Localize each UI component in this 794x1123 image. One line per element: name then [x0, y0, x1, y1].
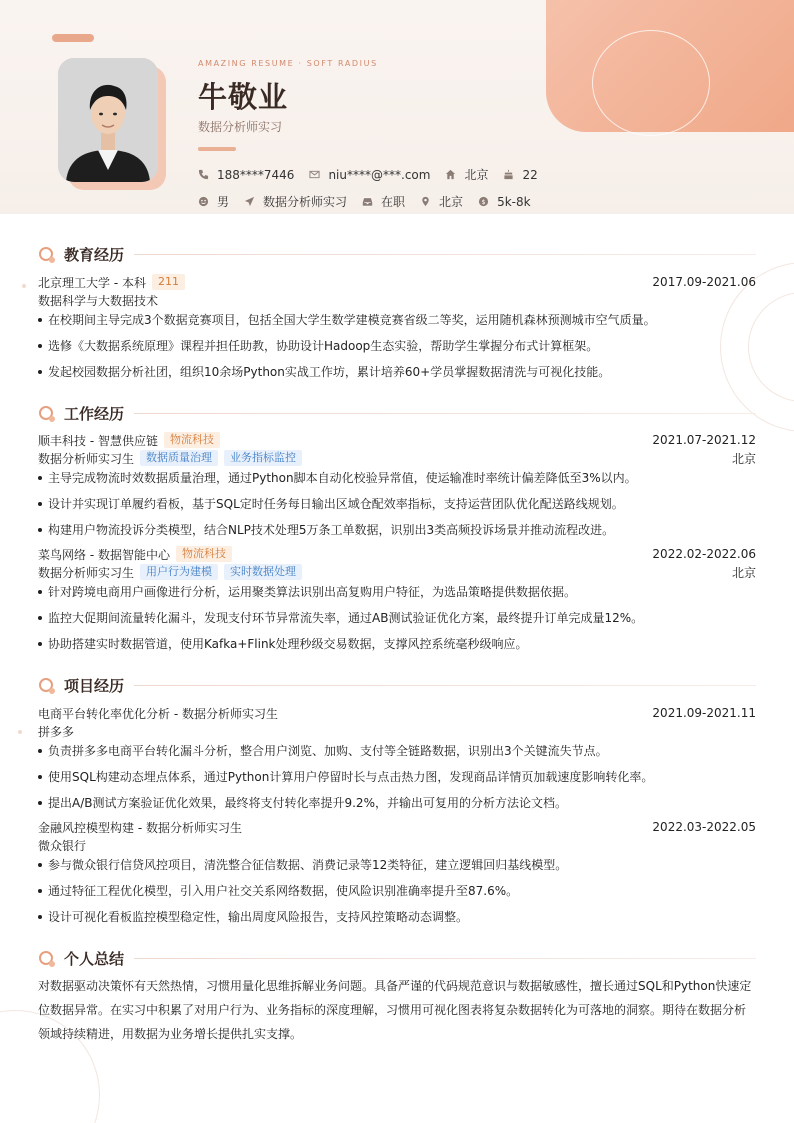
- position-name: 数据分析师实习生: [38, 451, 135, 466]
- accent-bar: [52, 34, 94, 42]
- skill-tag: 实时数据处理: [224, 564, 302, 580]
- school-name: 北京理工大学 - 本科: [38, 275, 146, 290]
- company-name: 菜鸟网络 - 数据智能中心: [38, 547, 170, 562]
- summary-text: 对数据驱动决策怀有天然热情，习惯用量化思维拆解业务问题。具备严谨的代码规范意识与数据敏感性，擅长通过SQL和Python快速定位数据异常。在实习中积累了对用户行为、业务指标的深度理解，习惯用可视化图表将复杂数据转化为可落地的洞察。期待在数据分析领域持续精进，用数据为业务增长提供扎实支撑。: [38, 979, 752, 1041]
- section-header-education: [38, 244, 756, 265]
- work-position-row: [38, 449, 756, 467]
- work-position-row: [38, 563, 756, 581]
- decorative-dot: [18, 730, 22, 734]
- mail-icon: [309, 169, 320, 180]
- project-title-row: [38, 704, 756, 722]
- project-org: 微众银行: [38, 838, 87, 853]
- svg-text:$: $: [481, 197, 486, 206]
- work-date: 2022.02-2022.06: [652, 547, 756, 561]
- section-divider: [134, 958, 756, 959]
- search-icon: [38, 950, 56, 968]
- contact-phone[interactable]: [198, 168, 294, 182]
- project-org: 拼多多: [38, 724, 75, 739]
- city-text: 北京: [464, 168, 489, 182]
- skill-tag: 业务指标监控: [224, 450, 302, 466]
- work-city: 北京: [731, 565, 756, 580]
- detail-salary: [478, 195, 531, 209]
- list-item: 使用SQL构建动态埋点体系，通过Python计算用户停留时长与点击热力图，发现商品详情页加载速度影响转化率。: [38, 769, 756, 785]
- project-org-row: [38, 836, 756, 854]
- role-underline: [198, 147, 236, 151]
- candidate-role: 数据分析师实习: [198, 120, 283, 134]
- detail-target-role: [244, 193, 347, 210]
- email-text: niu****@***.com: [328, 167, 431, 182]
- work-city: 北京: [731, 451, 756, 466]
- detail-row: [198, 193, 546, 210]
- detail-location: [420, 193, 463, 210]
- target-role-text: 数据分析师实习: [263, 195, 348, 209]
- home-icon: [445, 169, 456, 180]
- cake-icon: [503, 169, 514, 180]
- send-icon: [244, 196, 255, 207]
- gender-text: 男: [217, 195, 230, 209]
- school-tag: 211: [152, 274, 185, 290]
- list-item: 选修《大数据系统原理》课程并担任助教，协助设计Hadoop生态实验，帮助学生掌握分布式计算框架。: [38, 338, 756, 354]
- decorative-dot: [22, 284, 26, 288]
- section-divider: [134, 413, 756, 414]
- list-item: 参与微众银行信贷风控项目，清洗整合征信数据、消费记录等12类特征，建立逻辑回归基线模型。: [38, 857, 756, 873]
- section-header-work: [38, 403, 756, 424]
- location-icon: [420, 196, 431, 207]
- skill-tag: 数据质量治理: [140, 450, 218, 466]
- contact-row: [198, 166, 553, 183]
- section-title: 教育经历: [64, 246, 125, 264]
- avatar: [58, 58, 158, 182]
- list-item: 构建用户物流投诉分类模型，结合NLP技术处理5万条工单数据，识别出3类高频投诉场景并推动流程改进。: [38, 522, 756, 538]
- location-text: 北京: [439, 195, 464, 209]
- list-item: 设计可视化看板监控模型稳定性，输出周度风险报告，支持风控策略动态调整。: [38, 909, 756, 925]
- list-item: 发起校园数据分析社团，组织10余场Python实战工作坊，累计培养60+学员掌握数据清洗与可视化技能。: [38, 364, 756, 380]
- money-icon: [478, 196, 489, 207]
- resume-header: [0, 0, 794, 214]
- industry-tag: 物流科技: [164, 432, 220, 448]
- project-org-row: [38, 722, 756, 740]
- search-icon: [38, 246, 56, 264]
- contact-age: [503, 168, 537, 182]
- section-header-project: [38, 675, 756, 696]
- section-divider: [134, 685, 756, 686]
- salary-text: 5k-8k: [497, 194, 531, 209]
- major-name: 数据科学与大数据技术: [38, 293, 159, 308]
- candidate-name: 牛敬业: [198, 80, 289, 114]
- detail-gender: [198, 193, 229, 210]
- section-divider: [134, 254, 756, 255]
- list-item: 负责拼多多电商平台转化漏斗分析，整合用户浏览、加购、支付等全链路数据，识别出3个关键流失节点。: [38, 743, 756, 759]
- search-icon: [38, 405, 56, 423]
- section-title: 工作经历: [64, 405, 125, 423]
- skill-tag: 用户行为建模: [140, 564, 218, 580]
- company-name: 顺丰科技 - 智慧供应链: [38, 433, 158, 448]
- work-company-row: [38, 431, 756, 449]
- industry-tag: 物流科技: [176, 546, 232, 562]
- contact-email[interactable]: [309, 168, 430, 182]
- project-date: 2021.09-2021.11: [652, 706, 756, 720]
- age-text: 22: [522, 167, 538, 182]
- position-name: 数据分析师实习生: [38, 565, 135, 580]
- project-date: 2022.03-2022.05: [652, 820, 756, 834]
- project-title-row: [38, 818, 756, 836]
- list-item: 通过特征工程优化模型，引入用户社交关系网络数据，使风险识别准确率提升至87.6%。: [38, 883, 756, 899]
- inbox-icon: [362, 196, 373, 207]
- section-title: 项目经历: [64, 677, 125, 695]
- list-item: 主导完成物流时效数据质量治理，通过Python脚本自动化校验异常值，使运输准时率统计偏差降低至3%以内。: [38, 470, 756, 486]
- decorative-ring: [592, 30, 710, 136]
- smile-icon: [198, 196, 209, 207]
- work-company-row: [38, 545, 756, 563]
- status-text: 在职: [381, 195, 406, 209]
- list-item: 协助搭建实时数据管道，使用Kafka+Flink处理秒级交易数据，支撑风控系统毫秒级响应。: [38, 636, 756, 652]
- search-icon: [38, 677, 56, 695]
- phone-text: 188****7446: [217, 167, 295, 182]
- education-date: 2017.09-2021.06: [652, 275, 756, 289]
- section-header-summary: [38, 948, 756, 969]
- list-item: 设计并实现订单履约看板，基于SQL定时任务每日输出区域仓配效率指标，支持运营团队优化配送路线规划。: [38, 496, 756, 512]
- list-item: 在校期间主导完成3个数据竞赛项目，包括全国大学生数学建模竞赛省级二等奖，运用随机森林预测城市空气质量。: [38, 312, 756, 328]
- education-major-row: [38, 291, 756, 309]
- list-item: 提出A/B测试方案验证优化效果，最终将支付转化率提升9.2%，并输出可复用的分析方法论文档。: [38, 795, 756, 811]
- header-eyebrow: AMAZING RESUME · SOFT RADIUS: [198, 59, 378, 68]
- list-item: 监控大促期间流量转化漏斗，发现支付环节异常流失率，通过AB测试验证优化方案，最终提升订单完成量12%。: [38, 610, 756, 626]
- education-row: [38, 273, 756, 291]
- detail-status: [362, 193, 405, 210]
- section-title: 个人总结: [64, 950, 125, 968]
- work-date: 2021.07-2021.12: [652, 433, 756, 447]
- phone-icon: [198, 169, 209, 180]
- project-title: 电商平台转化率优化分析 - 数据分析师实习生: [38, 706, 278, 721]
- project-title: 金融风控模型构建 - 数据分析师实习生: [38, 820, 242, 835]
- contact-city: [445, 166, 488, 183]
- list-item: 针对跨境电商用户画像进行分析，运用聚类算法识别出高复购用户特征，为选品策略提供数据依据。: [38, 584, 756, 600]
